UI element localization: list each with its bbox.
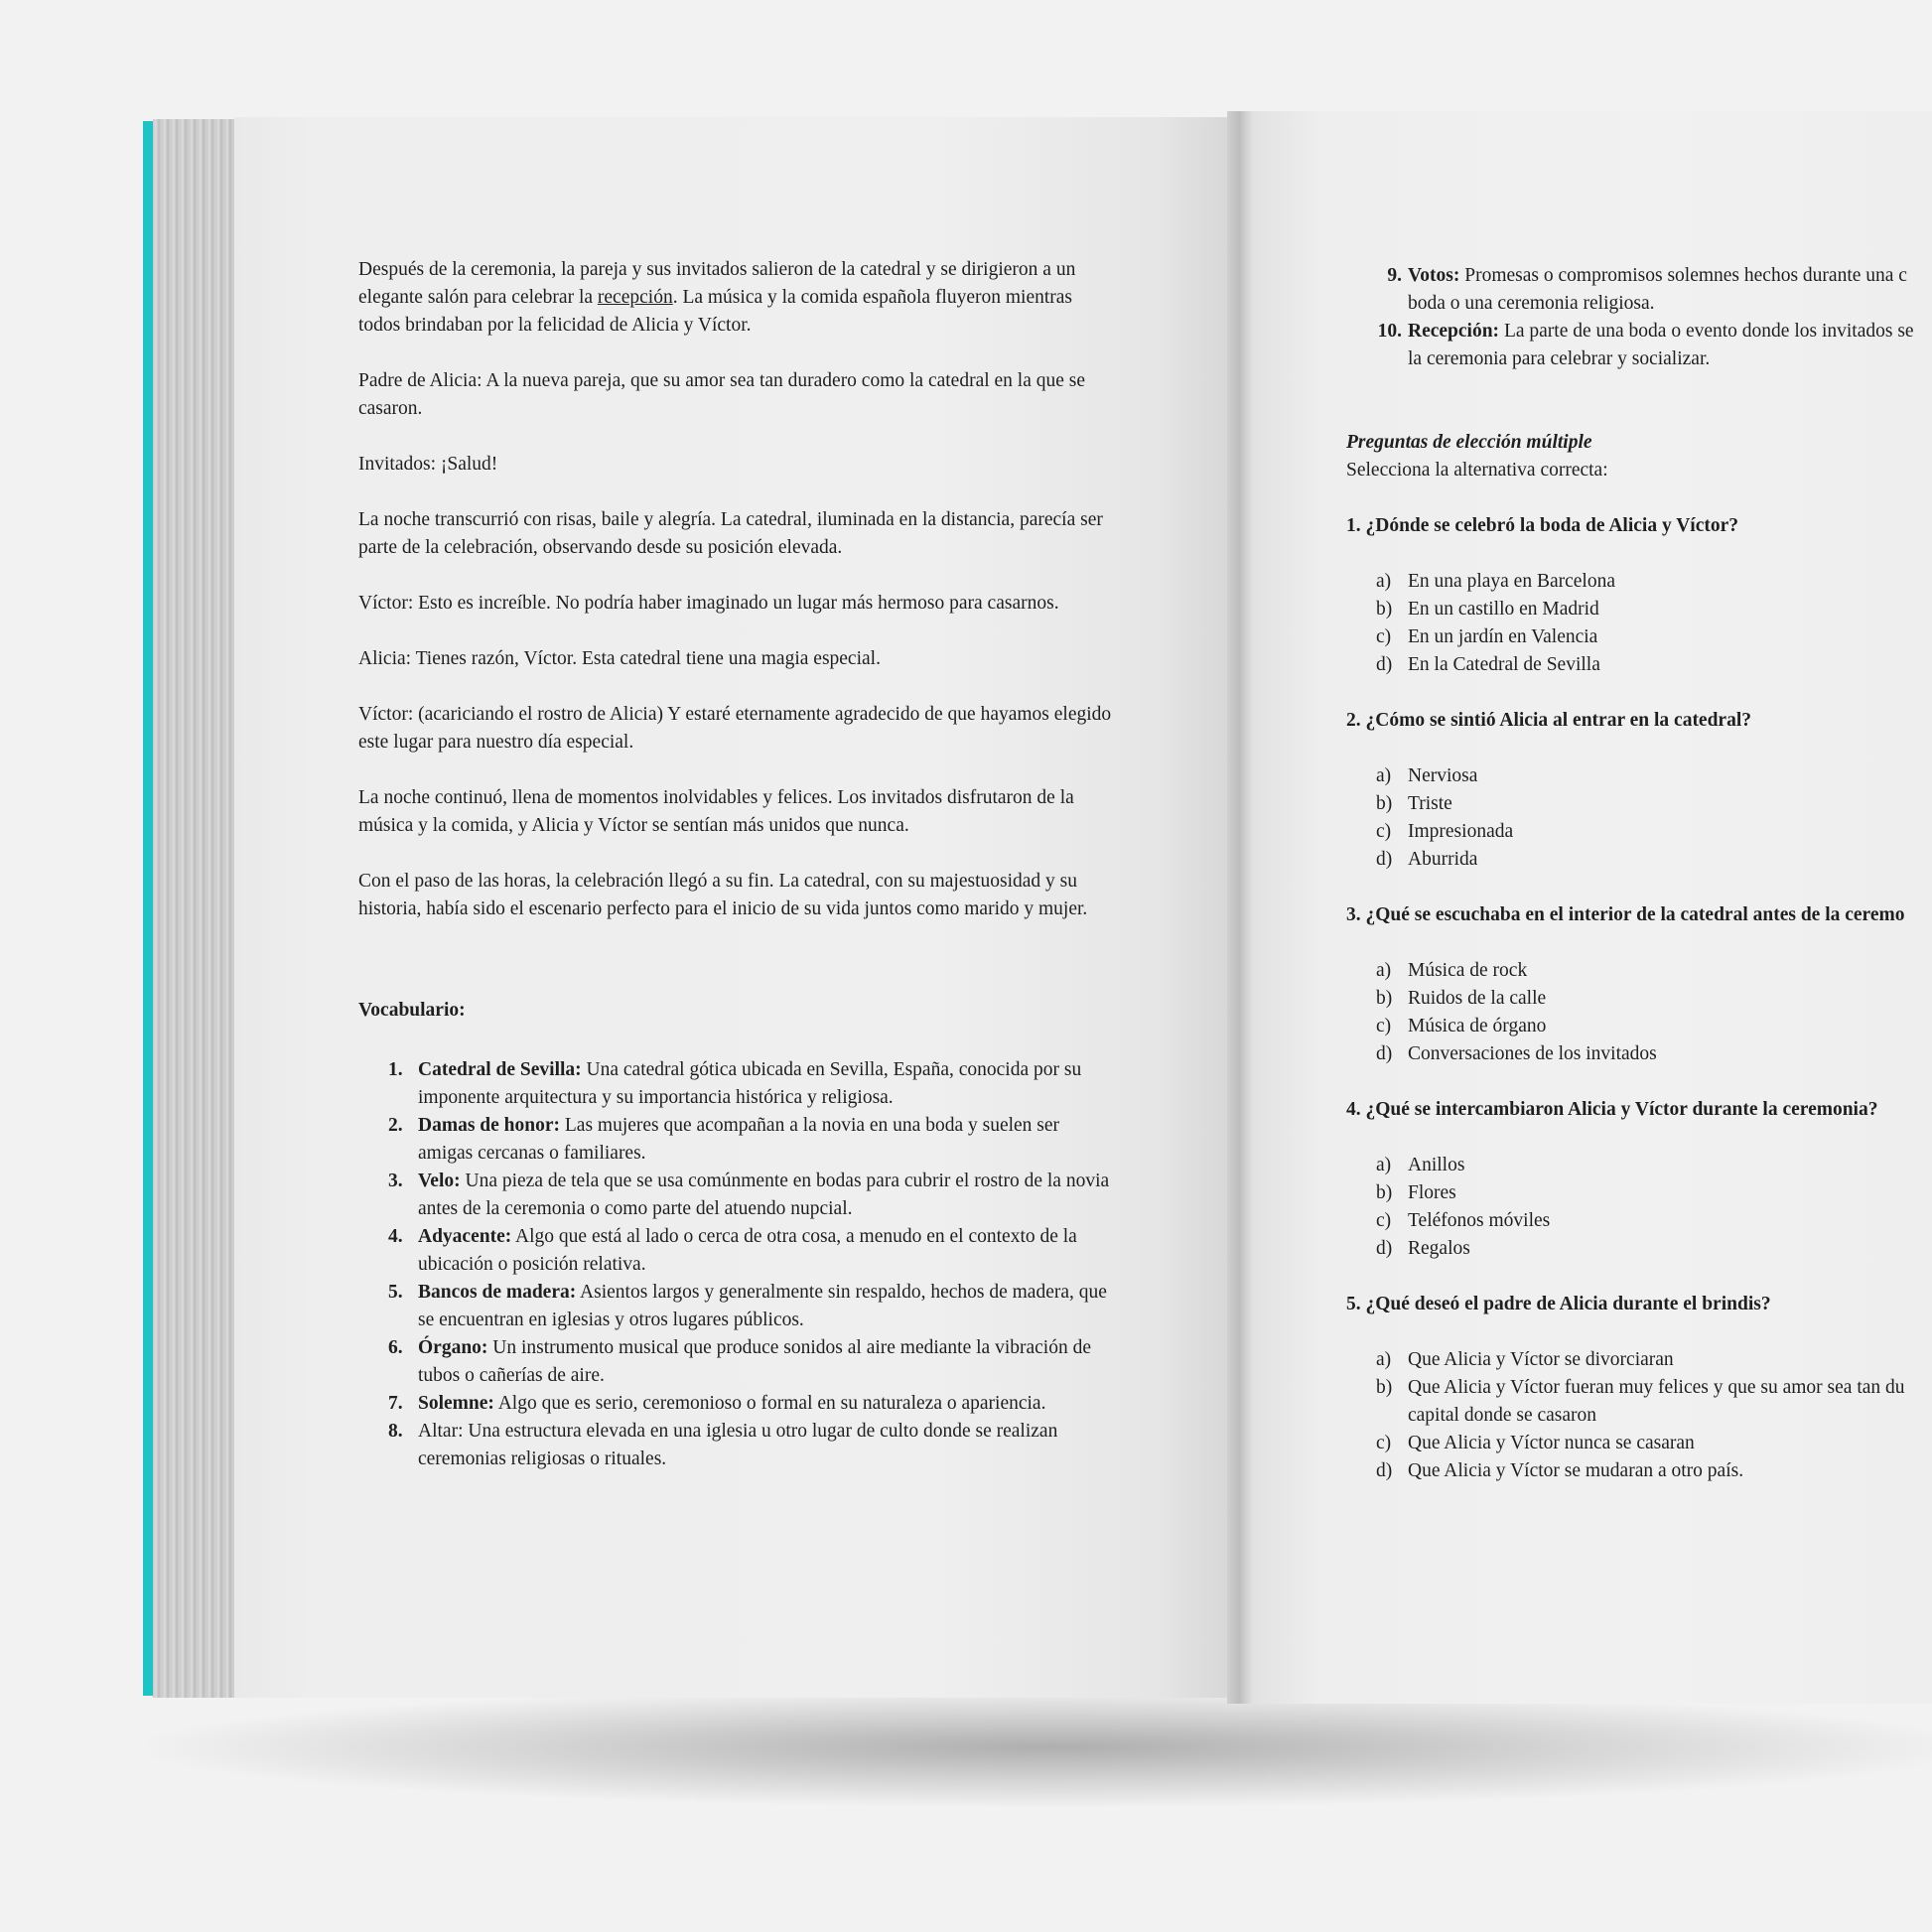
vocab-term: Órgano: [418, 1337, 488, 1358]
answer-option [1346, 623, 1932, 651]
option-letter: a) [1376, 1155, 1392, 1175]
option-text: Triste [1408, 793, 1452, 814]
answer-option [1346, 957, 1932, 985]
answer-option [1346, 846, 1932, 874]
option-letter: d) [1376, 1460, 1393, 1481]
book-gutter [1227, 111, 1255, 1704]
vocab-term: Velo: [418, 1171, 461, 1191]
option-text: Nerviosa [1408, 765, 1478, 786]
vocab-term: Adyacente: [418, 1226, 512, 1247]
story-paragraph: Alicia: Tienes razón, Víctor. Esta catedral tiene una magia especial. [358, 648, 881, 669]
answer-option [1346, 1040, 1932, 1068]
answer-option [1346, 1457, 1932, 1485]
story-paragraph: La noche continuó, llena de momentos inolvidables y felices. Los invitados disfrutaron de la música y la comida, y Alicia y Víctor se sentían más unidos que nunca. [358, 787, 1074, 836]
vocab-number: 9. [1387, 265, 1402, 286]
vocab-term: Catedral de Sevilla: [418, 1059, 582, 1080]
vocab-item [1346, 318, 1932, 373]
vocab-definition-continued: la ceremonia para celebrar y socializar. [1408, 348, 1711, 369]
story-paragraph [358, 256, 1118, 340]
vocab-item [358, 1056, 1118, 1112]
vocab-item [358, 1279, 1118, 1334]
option-letter: a) [1376, 1349, 1392, 1370]
answer-option [1346, 651, 1932, 679]
vocab-item [1346, 262, 1932, 318]
vocab-definition: Una catedral gótica ubicada en Sevilla, España, conocida por su imponente arquitectura y su importancia histórica y religiosa. [418, 1059, 1082, 1108]
option-text: Anillos [1408, 1155, 1465, 1175]
option-text: En un jardín en Valencia [1408, 626, 1598, 647]
answer-options [1346, 1152, 1932, 1263]
vocab-item [358, 1168, 1118, 1223]
option-letter: a) [1376, 765, 1392, 786]
option-text: Aburrida [1408, 849, 1478, 870]
option-letter: a) [1376, 571, 1392, 592]
option-text: Flores [1408, 1182, 1456, 1203]
vocab-definition: Una pieza de tela que se usa comúnmente en bodas para cubrir el rostro de la novia antes de la ceremonia o como parte del atuendo nupcial. [418, 1171, 1110, 1219]
answer-option [1346, 1152, 1932, 1179]
answer-option [1346, 1207, 1932, 1235]
answer-option [1346, 1430, 1932, 1457]
option-letter: c) [1376, 1016, 1392, 1036]
question-text: 5. ¿Qué deseó el padre de Alicia durante el brindis? [1346, 1294, 1771, 1314]
left-page-content [358, 256, 1118, 1473]
vocab-definition-continued: boda o una ceremonia religiosa. [1408, 293, 1655, 314]
page-stack-edge [153, 119, 234, 1698]
story-paragraph: Invitados: ¡Salud! [358, 454, 498, 475]
vocab-number: 8. [388, 1421, 403, 1442]
multiple-choice-heading: Preguntas de elección múltiple [1346, 432, 1592, 453]
option-letter: d) [1376, 1043, 1393, 1064]
vocab-term: Recepción: [1408, 321, 1500, 342]
option-text: Que Alicia y Víctor fueran muy felices y que su amor sea tan du [1408, 1377, 1905, 1398]
option-letter: c) [1376, 1210, 1392, 1231]
option-letter: d) [1376, 1238, 1393, 1259]
right-page-content [1346, 262, 1932, 1513]
answer-option [1346, 1235, 1932, 1263]
option-text: Regalos [1408, 1238, 1470, 1259]
option-text: Ruidos de la calle [1408, 988, 1547, 1009]
vocab-list [358, 1056, 1118, 1473]
answer-option [1346, 790, 1932, 818]
vocab-item [358, 1418, 1118, 1473]
option-text: Que Alicia y Víctor nunca se casaran [1408, 1433, 1695, 1453]
option-letter: c) [1376, 821, 1392, 842]
vocab-number: 10. [1377, 321, 1402, 342]
story-paragraph: Víctor: Esto es increíble. No podría haber imaginado un lugar más hermoso para casarnos. [358, 593, 1059, 614]
answer-option [1346, 568, 1932, 596]
vocab-item [358, 1390, 1118, 1418]
vocab-number: 5. [388, 1282, 403, 1303]
story-paragraph: Víctor: (acariciando el rostro de Alicia) Y estaré eternamente agradecido de que hayamos elegido este lugar para nuestro día especial. [358, 704, 1112, 753]
vocab-number: 4. [388, 1226, 403, 1247]
vocab-number: 2. [388, 1115, 403, 1136]
option-letter: d) [1376, 654, 1393, 675]
option-text: Que Alicia y Víctor se divorciaran [1408, 1349, 1674, 1370]
paragraph-text: Después de la ceremonia, la pareja y sus invitados salieron de la catedral y se dirigieron a un elegante salón para celebrar la [358, 259, 1076, 308]
vocab-definition: Las mujeres que acompañan a la novia en una boda y suelen ser amigas cercanas o familiares. [418, 1115, 1060, 1164]
option-text: Impresionada [1408, 821, 1514, 842]
option-letter: b) [1376, 793, 1393, 814]
story-paragraph: La noche transcurrió con risas, baile y alegría. La catedral, iluminada en la distancia, parecía ser parte de la celebración, observando desde su posición elevada. [358, 509, 1103, 558]
option-text: En una playa en Barcelona [1408, 571, 1615, 592]
vocab-definition: Algo que es serio, ceremonioso o formal en su naturaleza o apariencia. [493, 1393, 1046, 1414]
question-text: 2. ¿Cómo se sintió Alicia al entrar en la catedral? [1346, 710, 1752, 731]
story-paragraphs [358, 256, 1118, 923]
vocab-definition: Algo que está al lado o cerca de otra cosa, a menudo en el contexto de la ubicación o posición relativa. [418, 1226, 1077, 1275]
vocab-term: Damas de honor: [418, 1115, 561, 1136]
instruction-text: Selecciona la alternativa correcta: [1346, 460, 1608, 481]
vocab-item [358, 1223, 1118, 1279]
option-letter: a) [1376, 960, 1392, 981]
vocab-term: Bancos de madera: [418, 1282, 577, 1303]
question-text: 1. ¿Dónde se celebró la boda de Alicia y Víctor? [1346, 515, 1739, 536]
option-letter: c) [1376, 1433, 1392, 1453]
answer-option [1346, 762, 1932, 790]
vocab-term: Votos: [1408, 265, 1460, 286]
paragraph-text: . La música y la comida española fluyeron mientras todos brindaban por la felicidad de Alicia y Víctor. [358, 287, 1073, 336]
vocab-term: Solemne: [418, 1393, 494, 1414]
left-page [234, 117, 1235, 1698]
option-letter: c) [1376, 626, 1392, 647]
vocab-definition: Altar: Una estructura elevada en una iglesia u otro lugar de culto donde se realizan ceremonias religiosas o rituales. [418, 1421, 1058, 1469]
vocab-definition: La parte de una boda o evento donde los invitados se [1499, 321, 1914, 342]
option-letter: b) [1376, 1377, 1393, 1398]
option-text: En un castillo en Madrid [1408, 599, 1599, 620]
answer-option [1346, 1013, 1932, 1040]
answer-options [1346, 957, 1932, 1068]
answer-option [1346, 596, 1932, 623]
right-page [1253, 111, 1932, 1704]
option-letter: d) [1376, 849, 1393, 870]
vocab-item [358, 1112, 1118, 1168]
option-letter: b) [1376, 1182, 1393, 1203]
story-paragraph: Padre de Alicia: A la nueva pareja, que su amor sea tan duradero como la catedral en la que se casaron. [358, 370, 1086, 419]
book-cover-edge [143, 121, 153, 1696]
vocab-number: 3. [388, 1171, 403, 1191]
vocab-heading: Vocabulario: [358, 1000, 466, 1021]
option-text: capital donde se casaron [1408, 1405, 1597, 1426]
vocab-item [358, 1334, 1118, 1390]
option-text: Que Alicia y Víctor se mudaran a otro país. [1408, 1460, 1744, 1481]
underlined-word: recepción [597, 287, 673, 308]
option-text: Teléfonos móviles [1408, 1210, 1551, 1231]
answer-option [1346, 1346, 1932, 1374]
vocab-definition: Un instrumento musical que produce sonidos al aire mediante la vibración de tubos o cañerías de aire. [418, 1337, 1091, 1386]
question-text: 3. ¿Qué se escuchaba en el interior de la catedral antes de la ceremo [1346, 904, 1905, 925]
answer-options [1346, 762, 1932, 874]
answer-option [1346, 1179, 1932, 1207]
book-shadow [149, 1688, 1932, 1807]
story-paragraph: Con el paso de las horas, la celebración llegó a su fin. La catedral, con su majestuosidad y su historia, había sido el escenario perfecto para el inicio de su vida juntos como marido y mujer. [358, 871, 1088, 919]
answer-option [1346, 818, 1932, 846]
answer-option [1346, 985, 1932, 1013]
option-text: Música de órgano [1408, 1016, 1547, 1036]
option-text: Música de rock [1408, 960, 1528, 981]
question-text: 4. ¿Qué se intercambiaron Alicia y Víctor durante la ceremonia? [1346, 1099, 1878, 1120]
vocab-number: 6. [388, 1337, 403, 1358]
option-text: En la Catedral de Sevilla [1408, 654, 1600, 675]
vocab-number: 7. [388, 1393, 403, 1414]
questions-list [1346, 512, 1932, 1485]
answer-options [1346, 1346, 1932, 1485]
vocab-definition: Promesas o compromisos solemnes hechos durante una c [1459, 265, 1907, 286]
vocab-definition: Asientos largos y generalmente sin respaldo, hechos de madera, que se encuentran en iglesias y otros lugares públicos. [418, 1282, 1107, 1330]
option-text: Conversaciones de los invitados [1408, 1043, 1657, 1064]
vocab-number: 1. [388, 1059, 403, 1080]
option-letter: b) [1376, 599, 1393, 620]
answer-options [1346, 568, 1932, 679]
option-letter: b) [1376, 988, 1393, 1009]
answer-option [1346, 1374, 1932, 1430]
vocab-list-continued [1346, 262, 1932, 373]
